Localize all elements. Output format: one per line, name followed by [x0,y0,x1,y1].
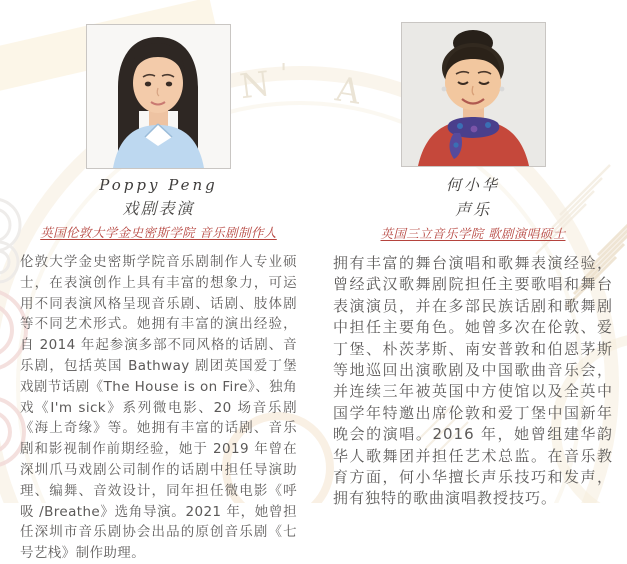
profile-bio: 拥有丰富的舞台演唱和歌舞表演经验，曾经武汉歌舞剧院担任主要歌唱和舞台表演演员，并在多部民族话剧和歌舞剧中担任主要角色。她曾多次在伦敦、爱丁堡、朴茨茅斯、南安普敦和伯恩茅斯等地巡回出演歌剧及中国歌曲音乐会，并连续三年被英国中方使馆以及全英中国学年特邀出席伦敦和爱丁堡中国新年晚会的演唱。2016 年，她曾组建华韵华人歌舞团并担任艺术总监。在音乐教育方面，何小华擅长声乐技巧和发声，拥有独特的歌曲演唱教授技巧。 [333,254,613,508]
watermark-letter-apostrophe: ' [280,59,288,89]
profile-role: 戏剧表演 [122,199,195,218]
profile-credential: 英国三立音乐学院 歌剧演唱硕士 [380,226,566,241]
profile-name: 何小华 [445,176,500,194]
poppy-peng-photo [86,24,231,169]
profile-credential: 英国伦敦大学金史密斯学院 音乐剧制作人 [40,225,277,240]
profile-name: Poppy Peng [99,176,218,194]
watermark-letter-a: A [332,69,364,113]
profile-bio: 伦敦大学金史密斯学院音乐剧制作人专业硕士，在表演创作上具有丰富的想象力，可运用不同表演风格呈现音乐剧、话剧、肢体剧等不同艺术形式。她拥有丰富的演出经验，自 2014 年起参演多部不同风格的话剧、音乐剧，包括英国 Bathway 剧团英国爱丁堡戏剧节话剧《The House is on Fire》、独角戏《I'm sick》系列微电影、20 场音乐剧《海上奇缘》等。她拥有丰富的话剧、音乐剧和影视制作前期经验，她于 2019 年曾在深圳爪马戏剧公司制作的话剧中担任导演助理、编舞、音效设计，同年担任微电影《呼吸 /Breathe》选角导演。2021 年，她曾担任深圳市音乐剧协会出品的原创音乐剧《七号艺栈》制作助理。 [20,254,297,562]
profile-card-poppy-peng [20,24,297,564]
watermark-letter-n: N [237,63,273,108]
profile-role: 声乐 [454,200,491,219]
profile-card-he-xiaohua [333,22,613,510]
he-xiaohua-photo [401,22,546,167]
